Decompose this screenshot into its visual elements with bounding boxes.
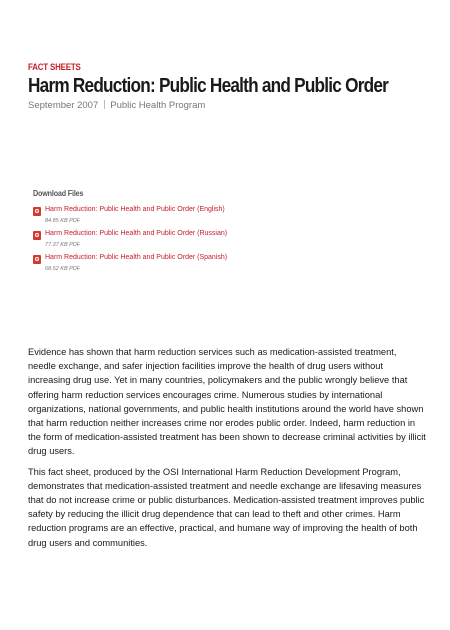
program-link[interactable]: Public Health Program xyxy=(110,100,206,111)
pdf-icon[interactable] xyxy=(33,231,41,240)
download-files-section xyxy=(33,189,333,278)
download-link-spanish[interactable]: Harm Reduction: Public Health and Public Order (Spanish) xyxy=(45,254,228,261)
body-paragraph: Evidence has shown that harm reduction services such as medication-assisted treatment, needle exchange, and safer injection facilities improve the health of drug users without increasing drug use. Yet in many countries, policymakers and the public wrongly believe that offering harm reduction services encourages crime. Numerous studies by international organizations, national governments, and public health institutions around the world have shown that harm reduction neither increases crime nor erodes public order. Indeed, harm reduction in the form of medication-assisted treatment has been shown to decrease criminal activities by illicit drug users. xyxy=(28,347,426,457)
download-files-heading: Download Files xyxy=(33,189,84,198)
publish-date: September 2007 xyxy=(28,100,99,111)
section-label[interactable]: FACT SHEETS xyxy=(28,62,81,72)
meta-line xyxy=(28,100,205,111)
file-size: 68.52 KB PDF xyxy=(45,266,81,272)
download-item-spanish[interactable] xyxy=(33,254,333,278)
body-paragraph: This fact sheet, produced by the OSI International Harm Reduction Development Program, demonstrates that medication-assisted treatment and needle exchange are lifesaving measures that do not increase crime or public disturbances. Medication-assisted treatment improves public safety by reducing the illicit drug dependence that can lead to theft and other crimes. Harm reduction programs are an effective, practical, and humane way of improving the health of both drug users and communities. xyxy=(28,466,425,548)
meta-divider xyxy=(104,100,105,109)
download-item-english[interactable] xyxy=(33,206,333,230)
download-link-russian[interactable]: Harm Reduction: Public Health and Public Order (Russian) xyxy=(45,230,228,237)
download-link-english[interactable]: Harm Reduction: Public Health and Public Order (English) xyxy=(45,206,225,213)
pdf-icon[interactable] xyxy=(33,255,41,264)
page-title: Harm Reduction: Public Health and Public Order xyxy=(28,75,389,97)
download-item-russian[interactable] xyxy=(33,230,333,254)
file-size: 84.85 KB PDF xyxy=(45,218,81,224)
article-body xyxy=(28,345,426,556)
pdf-icon[interactable] xyxy=(33,207,41,216)
file-size: 77.37 KB PDF xyxy=(45,242,81,248)
